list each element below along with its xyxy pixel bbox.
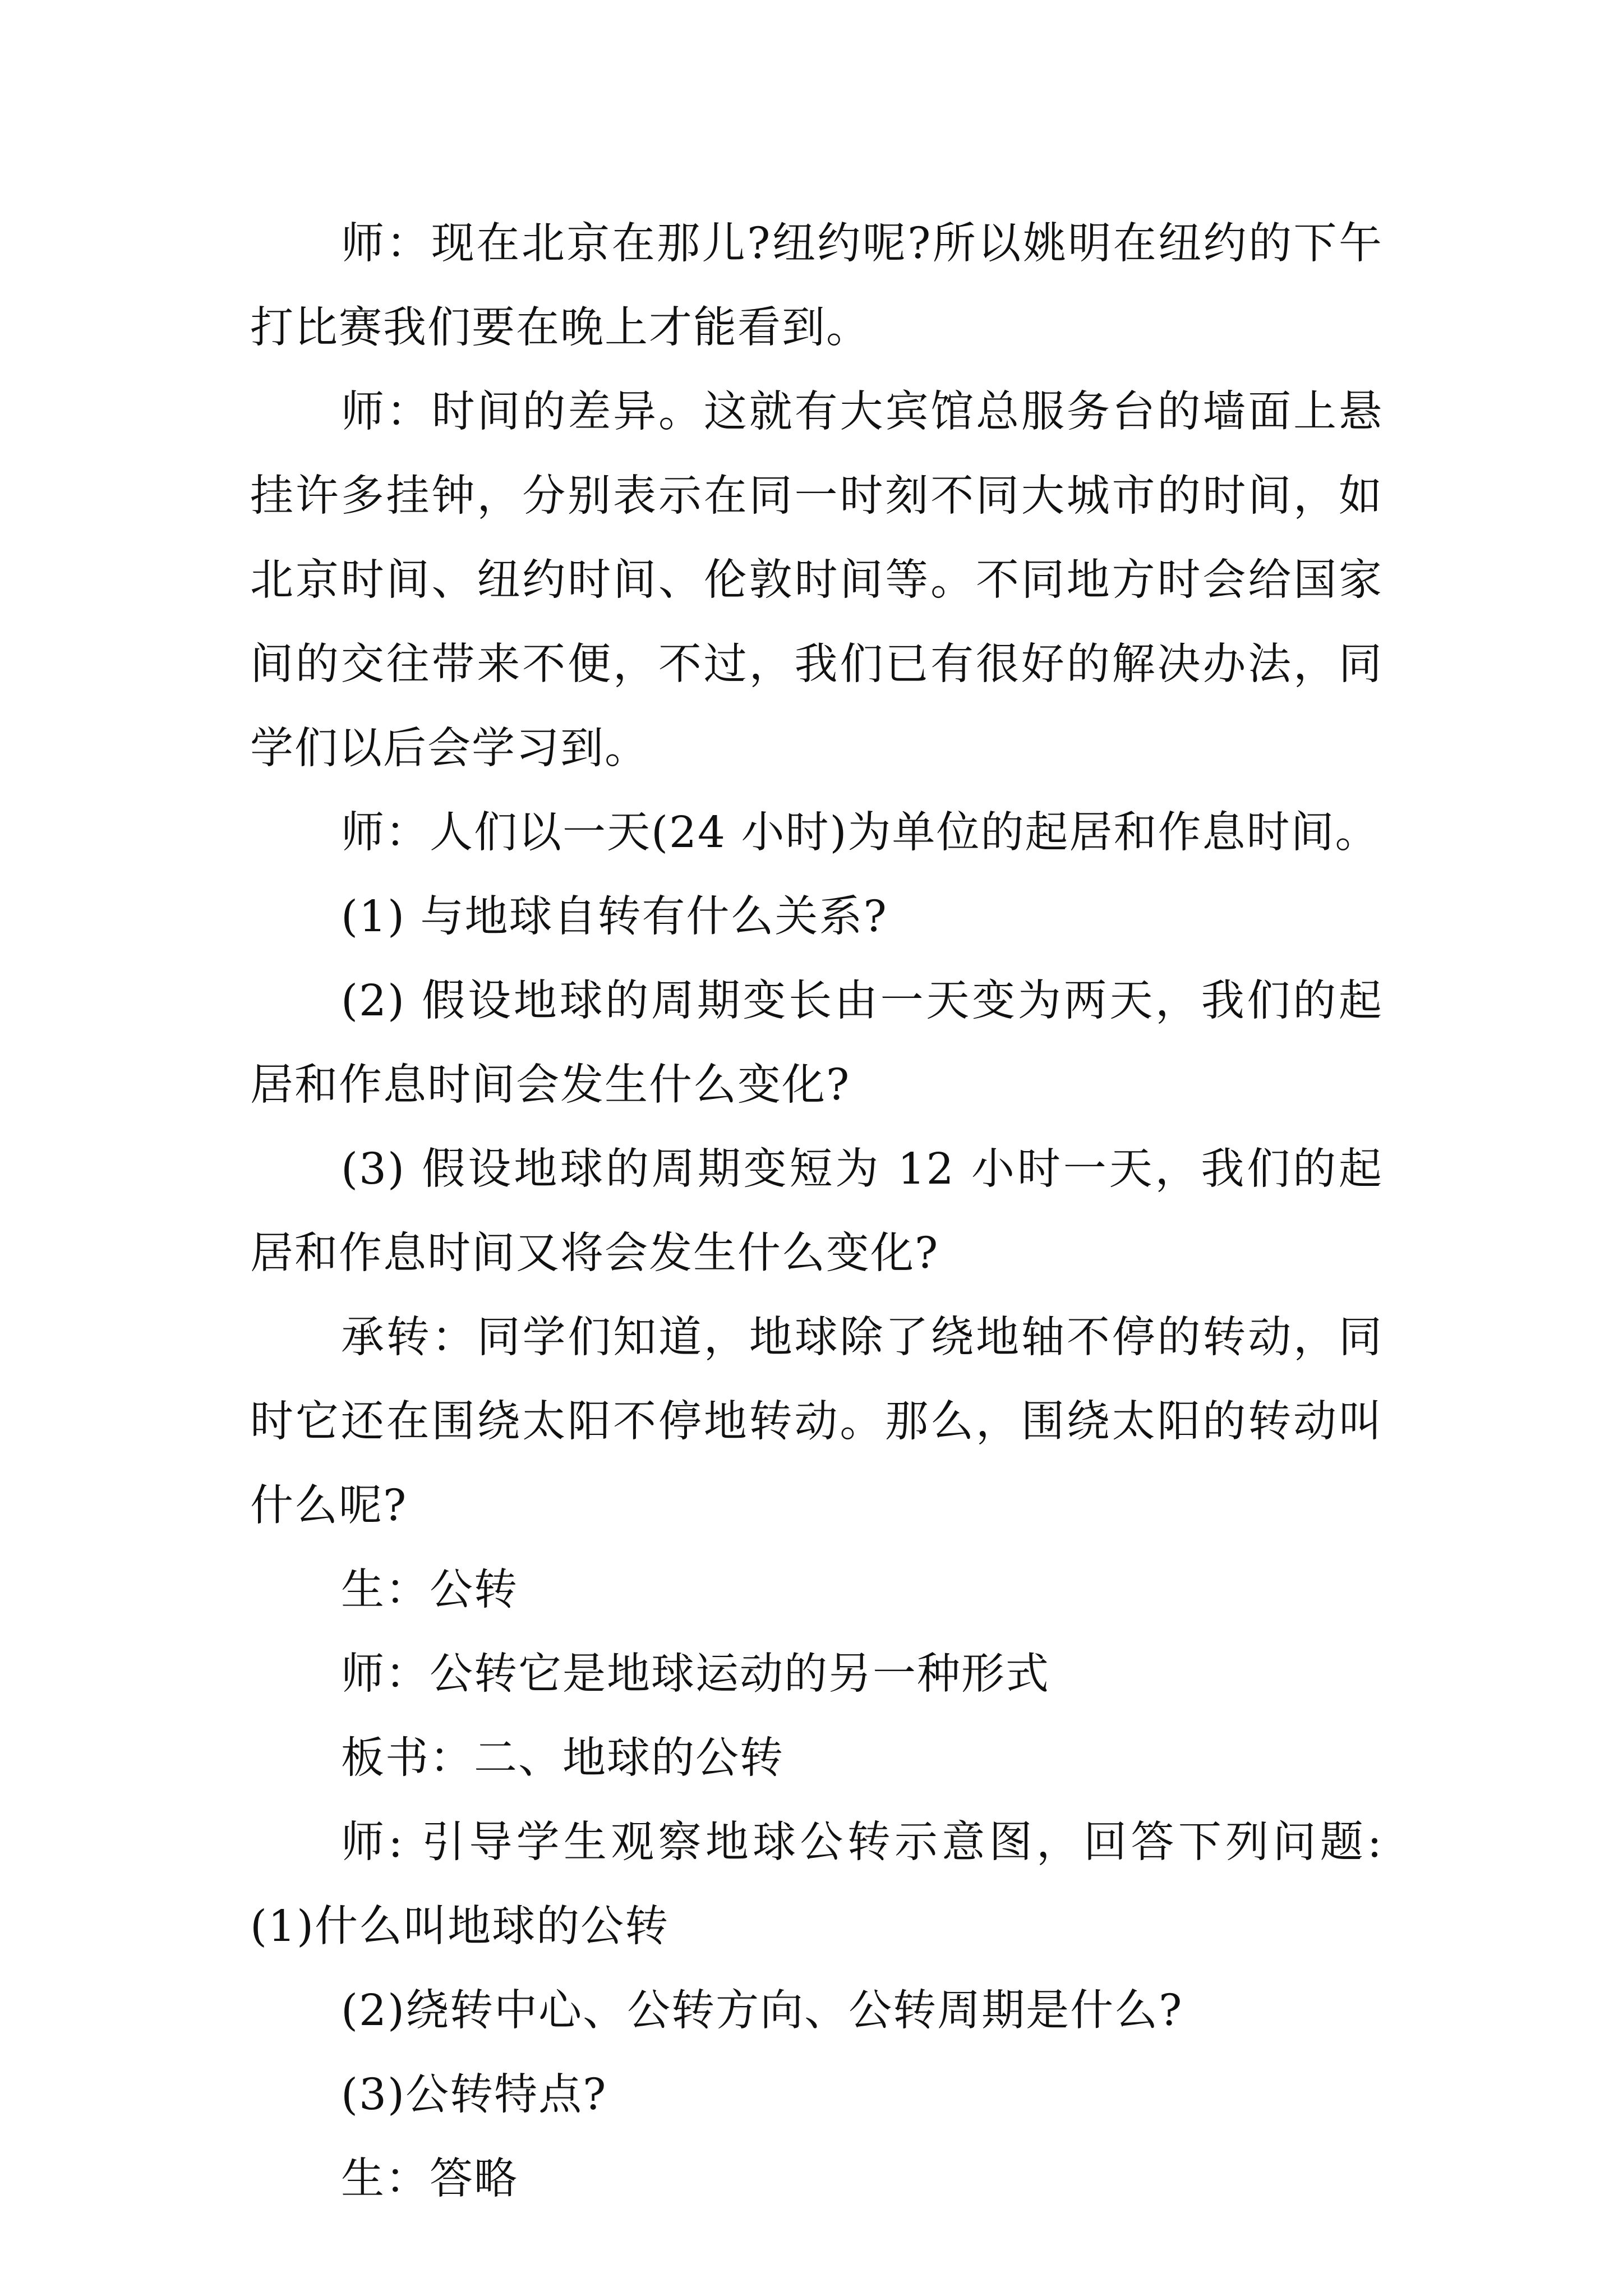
paragraph: 师：公转它是地球运动的另一种形式 [341,1649,1050,1699]
paragraph: (2) 假设地球的周期变长由一天变为两天，我们的起居和作息时间会发生什么变化? [250,976,1383,1110]
paragraph: 师：现在北京在那儿?纽约呢?所以姚明在纽约的下午打比赛我们要在晚上才能看到。 [250,219,1383,353]
paragraph: (3) 假设地球的周期变短为 12 小时一天，我们的起居和作息时间又将会发生什么变化? [250,1144,1383,1278]
paragraph: 生：答略 [341,2154,518,2204]
paragraph: 师：时间的差异。这就有大宾馆总服务台的墙面上悬挂许多挂钟，分别表示在同一时刻不同大城市的时间，如北京时间、纽约时间、伦敦时间等。不同地方时会给国家间的交往带来不便，不过，我们已有很好的解决办法，同学们以后会学习到。 [250,387,1383,774]
paragraph: 板书：二、地球的公转 [341,1733,784,1783]
paragraph: 师：人们以一天(24 小时)为单位的起居和作息时间。 [341,808,1380,858]
document-body [250,202,1383,2221]
paragraph: (3)公转特点? [341,2070,607,2120]
paragraph: 生：公转 [341,1565,518,1615]
paragraph: 承转：同学们知道，地球除了绕地轴不停的转动，同时它还在围绕太阳不停地转动。那么，围绕太阳的转动叫什么呢? [250,1313,1383,1531]
paragraph: (1) 与地球自转有什么关系? [341,892,888,942]
paragraph: (2)绕转中心、公转方向、公转周期是什么? [341,1986,1183,2036]
paragraph: 师: 引导学生观察地球公转示意图，回答下列问题: (1)什么叫地球的公转 [250,1818,1383,1952]
